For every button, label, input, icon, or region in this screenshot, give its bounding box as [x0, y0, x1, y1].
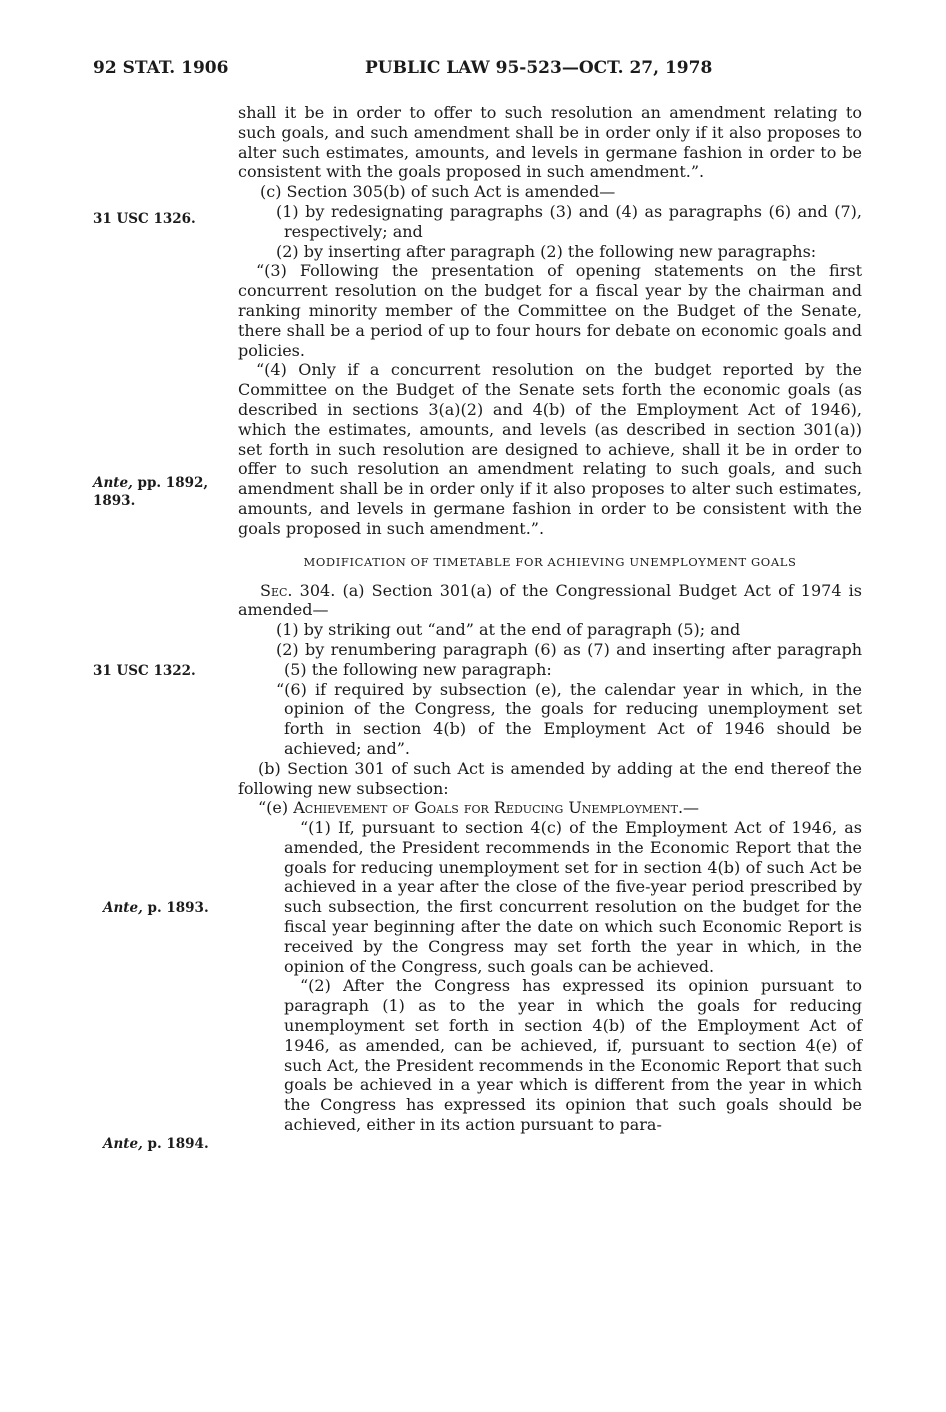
subsection-e-title [238, 798, 862, 818]
running-header [0, 58, 946, 84]
clause-1-strike: (1) by striking out “and” at the end of paragraph (5); and [276, 620, 741, 640]
subsection-b: (b) Section 301 of such Act is amended by adding at the end thereof the following new subsection: [238, 758, 862, 798]
section-label: Sec. 304. [260, 580, 336, 600]
margin-note-text-line2: 1893. [93, 493, 136, 509]
margin-note-italic: Ante, [103, 1136, 143, 1152]
margin-note-31-usc-1326: 31 USC 1326. [93, 211, 196, 227]
section-304-a [238, 581, 862, 621]
paragraph-4-economic-goals: “(4) Only if a concurrent resolution on the budget reported by the Committee on the Budget of the Senate sets forth the economic goals (as described in sections 3(a)(2) and 4(b) of the Employment Act of 1946), which the estimates, amounts, and levels (as described in section 301(a)) set forth in such resolution are designed to achieve, shall it be in order to offer to such resolution an amendment relating to such goals, and such amendment shall be in order only if it also proposes to alter such estimates, amounts, and levels in germane fashion in order to be consistent with the goals proposed in such amendment.”. [238, 360, 862, 538]
margin-note-ante-1894 [103, 1135, 209, 1153]
subsection-e-body [238, 818, 862, 1135]
subsection-e-prefix: “(e) [258, 798, 294, 818]
paragraph-e-1: “(1) If, pursuant to section 4(c) of the Employment Act of 1946, as amended, the President recommends in the Economic Report that the goals for reducing unemployment set for in section 4(b) of such Act be achieved in a year after the close of the five-year period prescribed by such subsection, the first concurrent resolution on the budget for the fiscal year beginning after the date on which such Economic Report is received by the Congress may set forth the year in which, in the opinion of the Congress, such goals can be achieved. [284, 818, 862, 976]
paragraph-e-2: “(2) After the Congress has expressed its opinion pursuant to paragraph (1) as to the year in which the goals for reducing unemployment set forth in section 4(b) of the Employment Act of 1946, as amended, can be achieved, if, pursuant to section 4(e) of such Act, the President recommends in the Economic Report that such goals be achieved in a year which is different from the year in which the Congress has expressed its opinion that such goals should be achieved, either in its action pursuant to para- [284, 976, 862, 1135]
clause-2-insert: (2) by inserting after paragraph (2) the following new paragraphs: [276, 241, 817, 261]
clause-2-renumber: (2) by renumbering paragraph (6) as (7) and inserting after paragraph (5) the following new paragraph: [276, 639, 862, 679]
clause-1-redesignate: (1) by redesignating paragraphs (3) and (4) as paragraphs (6) and (7), respectively; and [276, 201, 862, 241]
section-text: (a) Section 301(a) of the Congressional Budget Act of 1974 is amended— [238, 580, 862, 620]
section-heading: MODIFICATION OF TIMETABLE FOR ACHIEVING UNEMPLOYMENT GOALS [303, 554, 797, 569]
margin-note-ante-1892 [93, 474, 208, 510]
paragraph-continuation: shall it be in order to offer to such resolution an amendment relating to such goals, and such amendment shall be in order only if it also proposes to alter such estimates, amounts, and levels in germane fashion in order to be consistent with the goals proposed in such amendment.”. [238, 103, 862, 182]
public-law-reference: PUBLIC LAW 95-523—OCT. 27, 1978 [365, 58, 713, 78]
margin-note-italic: Ante, [103, 900, 143, 916]
paragraph-c: (c) Section 305(b) of such Act is amended— [260, 182, 616, 202]
margin-note-text: pp. 1892, [132, 475, 209, 491]
subsection-e-heading: Achievement of Goals for Reducing Unemployment.— [293, 798, 700, 818]
margin-note-ante-1893 [103, 899, 209, 917]
statute-body [238, 103, 862, 1135]
margin-note-italic: Ante, [93, 475, 133, 491]
margin-note-text: p. 1894. [142, 1136, 209, 1152]
margin-note-text: p. 1893. [142, 900, 209, 916]
margin-note-31-usc-1322: 31 USC 1322. [93, 663, 196, 679]
stat-reference: 92 STAT. 1906 [93, 58, 229, 78]
paragraph-3-opening-statements: “(3) Following the presentation of opening statements on the first concurrent resolution on the budget for a fiscal year by the chairman and ranking minority member of the Committee on the Budget of the Senate, there shall be a period of up to four hours for debate on economic goals and policies. [238, 261, 862, 360]
paragraph-6-calendar-year: “(6) if required by subsection (e), the calendar year in which, in the opinion of the Congress, the goals for reducing unemployment set forth in section 4(b) of the Employment Act of 1946 should be achieved; and”. [276, 679, 862, 758]
